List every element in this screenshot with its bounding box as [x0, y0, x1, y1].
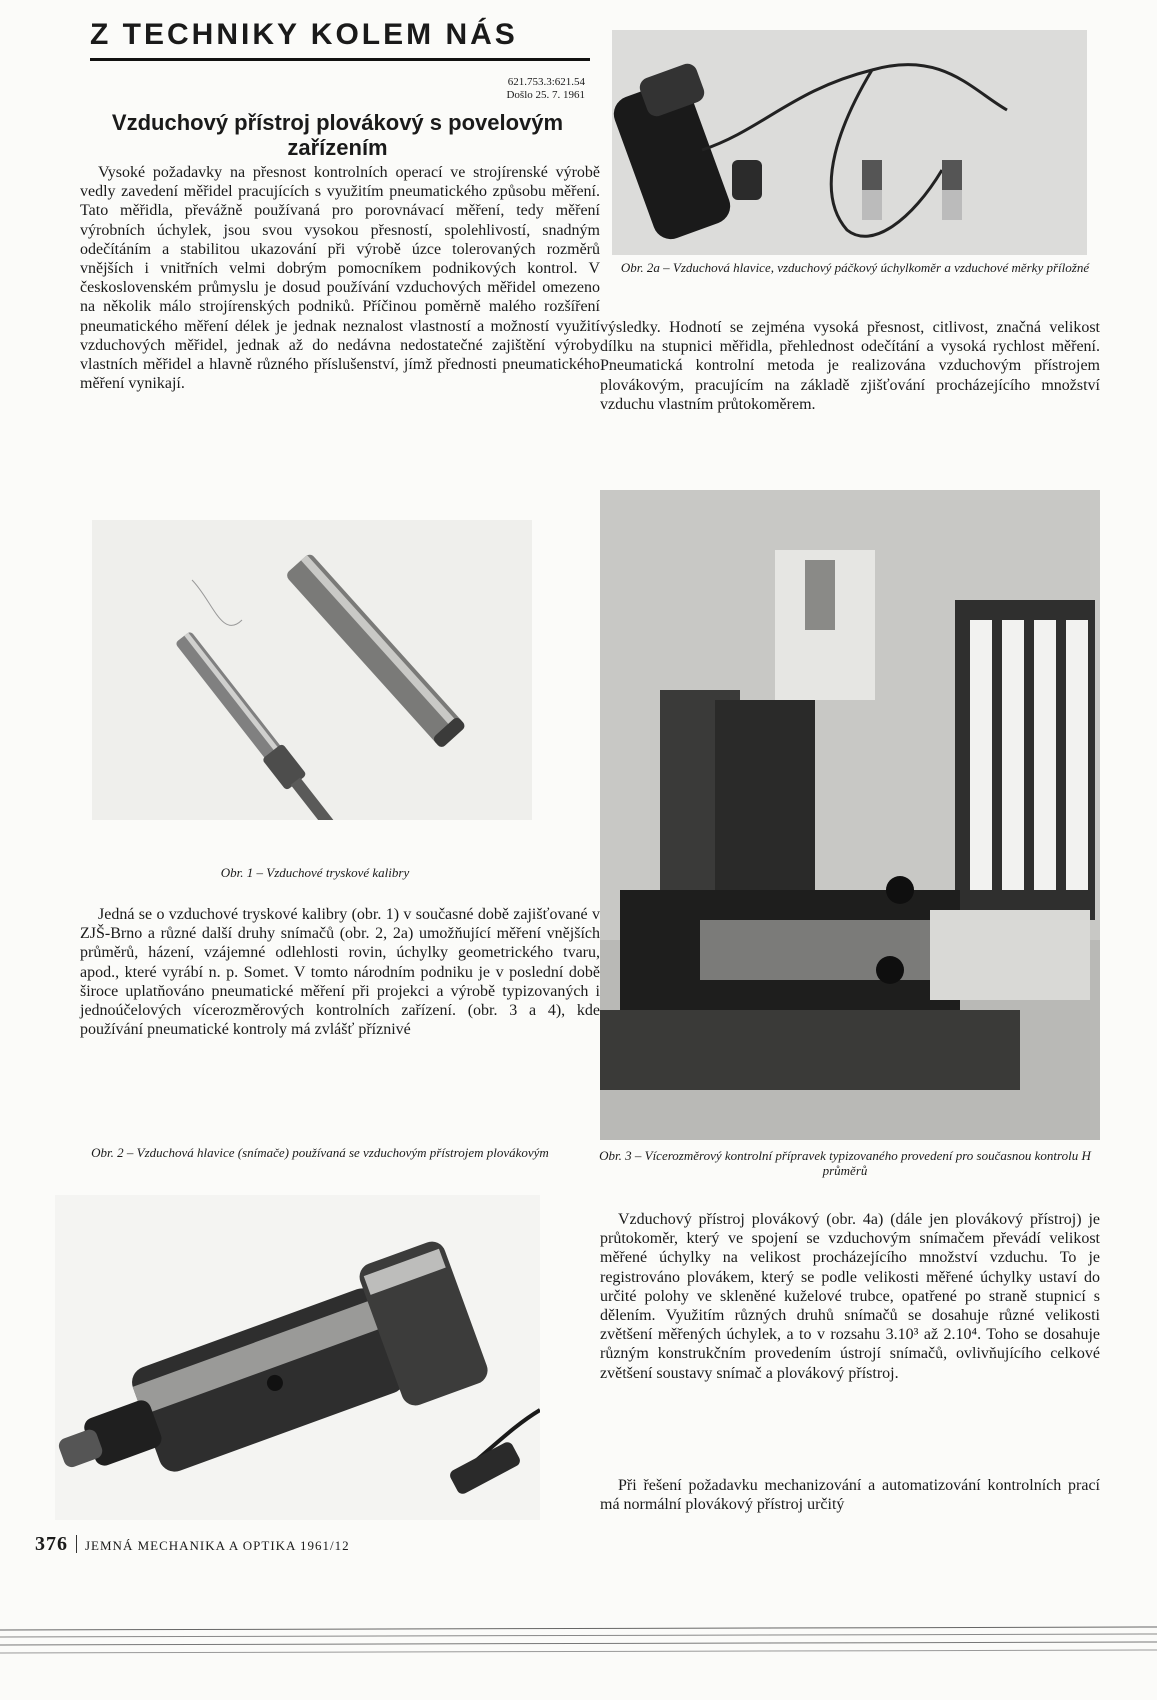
right-paragraph-3: Při řešení požadavku mechanizování a automatizování kontrolních prací má normální plovákový přístroj určitý [600, 1477, 1100, 1514]
page-footer [35, 1533, 535, 1556]
figure-1-caption: Obr. 1 – Vzduchové tryskové kalibry [220, 865, 410, 880]
air-measuring-head-illustration [55, 1195, 540, 1520]
figure-2-photo [55, 1195, 540, 1520]
figure-1-photo [92, 520, 532, 820]
journal-name: JEMNÁ MECHANIKA A OPTIKA 1961/12 [85, 1538, 350, 1553]
figure-3-caption: Obr. 3 – Vícerozměrový kontrolní přípravek typizovaného provedení pro současnou kontrolu H průměrů [599, 1148, 1091, 1178]
right-paragraph-2: Vzduchový přístroj plovákový (obr. 4a) (dále jen plovákový přístroj) je průtokoměr, který ve spojení se vzduchovým snímačem převádí velikost měřené úchylky na velikost procházejícího množství vzduchu. To je registrováno plovákem, který se podle velikosti měřené úchylky ustaví do určité polohy ve skleněné kuželové trubce, opatřené po straně stupnicí s dělením. Využitím různých druhů snímačů se dosahuje různé velikosti zvětšení měřených úchylek, a to v rozsahu 3.10³ až 2.10⁴. Toho se dosahuje různým konstrukčním provedením ústrojí snímačů, ovlivňujícího celkové zvětšení soustavy snímač a plovákový přístroj. [600, 1211, 1100, 1382]
air-plug-gauges-illustration [92, 520, 532, 820]
page-number: 376 [35, 1533, 68, 1555]
left-paragraph-2: Jedná se o vzduchové tryskové kalibry (obr. 1) v současné době zajišťované v ZJŠ-Brno a různé další druhy snímačů (obr. 2, 2a) umožňující měření vnějších průměrů, házení, vzájemné odlehlosti rovin, úchylky geometrického tvaru, apod., které vyrábí n. p. Somet. V tomto národním podniku je v poslední době široce uplatňováno pneumatické měření při projekci a výrobě typizovaných i jednoúčelových vícerozměrových kontrolních zařízení. (obr. 3 a 4), kde používání pneumatické kontroly má zvlášť příznivé [80, 906, 600, 1039]
received-date: Došlo 25. 7. 1961 [506, 89, 585, 101]
scan-artifact [0, 1625, 1157, 1695]
right-paragraph-1: výsledky. Hodnotí se zejména vysoká přesnost, citlivost, značná velikost dílku na stupnici měřidla, přehlednost odečítání a vysoká rychlost měření. Pneumatická kontrolní metoda je realizována vzduchovým přístrojem plovákovým, pracujícím na základě zjišťování procházejícího množství vzduchu vlastním průtokoměrem. [600, 319, 1100, 413]
article-title: Vzduchový přístroj plovákový s povelovým zařízením [111, 110, 564, 160]
figure-2a-caption: Obr. 2a – Vzduchová hlavice, vzduchový páčkový úchylkoměr a vzduchové měrky příložné [620, 260, 1090, 275]
figure-2a-photo [612, 30, 1087, 255]
footer-divider [76, 1535, 77, 1553]
air-head-and-contact-gauges-illustration [612, 30, 1087, 255]
figure-3-photo [600, 490, 1100, 1140]
multi-dimension-fixture-illustration [600, 490, 1100, 1140]
intro-paragraph: Vysoké požadavky na přesnost kontrolních operací ve strojírenské výrobě vedly zavedení měřidel pracujících s využitím pneumatického způsobu měření. Tato měřidla, převážně používaná pro porovnávací měření, tedy měření výrobních úchylek, jsou svou vysokou přesností, spolehlivostí, snadným odečítáním a stabilitou ukazování při výrobě úzce tolerovaných rozměrů vnějších i vnitřních velmi dobrým pomocníkem podnikových kontrol. V československém průmyslu je dosud používání vzduchových měřidel omezeno na několik málo strojírenských podniků. Příčinou poměrně malého rozšíření pneumatického měření délek je jednak neznalost vlastností a možností využití vzduchových měřidel, jednak až do nedávna nedostatečné zajištění výroby vlastních měřidel a hlavně různého příslušenství, jímž přednosti pneumatického měření vynikají. [80, 164, 600, 393]
udc-code: 621.753.3:621.54 [507, 76, 585, 88]
classification-block [440, 76, 585, 102]
section-heading: Z TECHNIKY KOLEM NÁS [90, 18, 590, 61]
figure-2-caption: Obr. 2 – Vzduchová hlavice (snímače) používaná se vzduchovým přístrojem plovákovým [91, 1145, 549, 1160]
